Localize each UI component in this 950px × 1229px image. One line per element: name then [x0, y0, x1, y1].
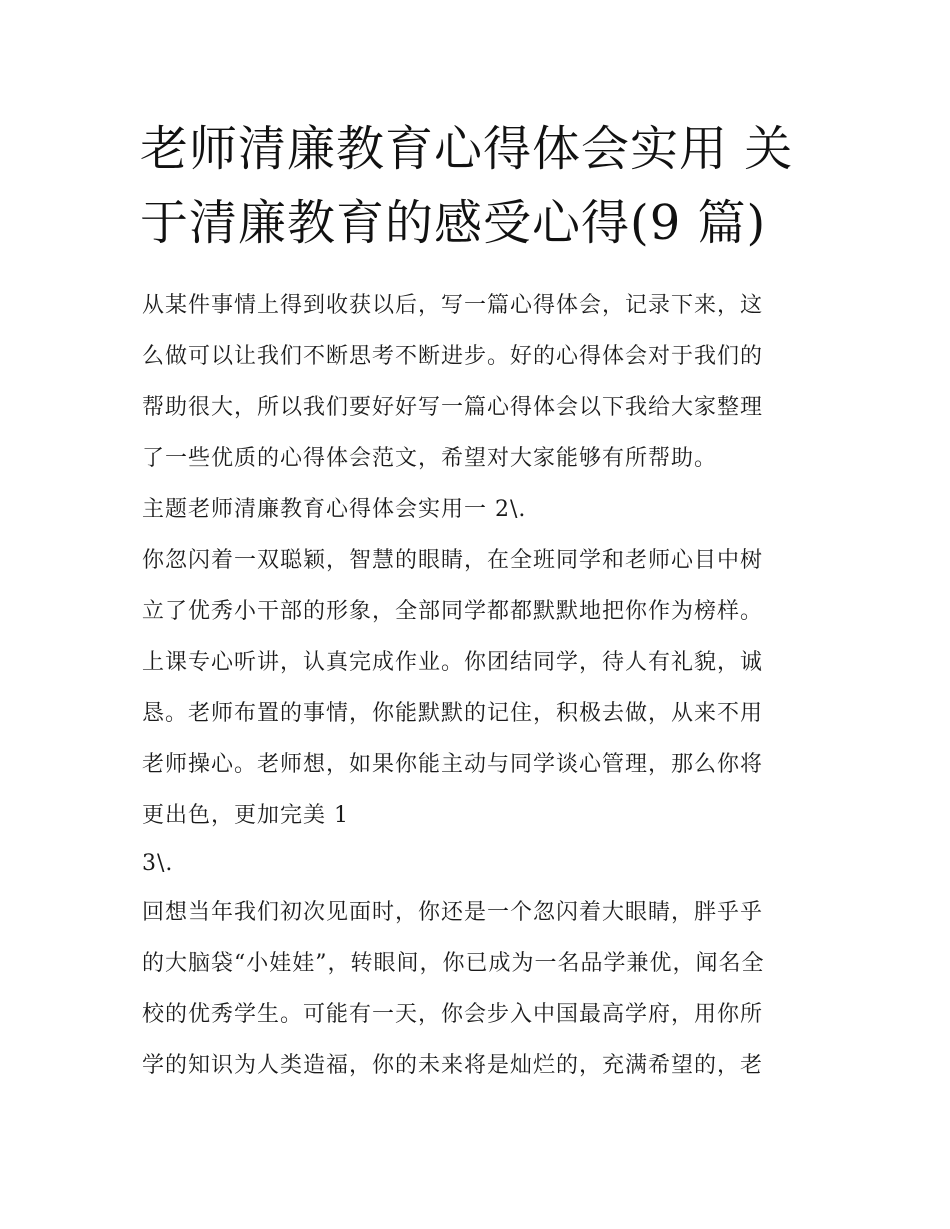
document-body [142, 280, 822, 1091]
text-line: 恳。老师布置的事情，你能默默的记住，积极去做，从来不用 [142, 701, 764, 726]
text-line: 校的优秀学生。可能有一天，你会步入中国最高学府，用你所 [142, 1002, 764, 1027]
text-line: 从某件事情上得到收获以后，写一篇心得体会，记录下来，这 [142, 293, 764, 318]
section-marker: 3\. [142, 851, 174, 876]
section-2-paragraph [142, 887, 822, 1091]
subheading: 主题老师清廉教育心得体会实用一 2\. [142, 497, 527, 522]
text-line: 么做可以让我们不断思考不断进步。好的心得体会对于我们的 [142, 344, 764, 369]
title-line-2: 于清廉教育的感受心得(9 篇) [140, 195, 767, 251]
text-line: 了一些优质的心得体会范文，希望对大家能够有所帮助。 [142, 446, 718, 471]
document-title [140, 112, 830, 260]
text-line: 更出色，更加完美 1 [142, 803, 349, 828]
text-line: 的大脑袋“小娃娃”，转眼间，你已成为一名品学兼优，闻名全 [142, 951, 765, 976]
text-line: 学的知识为人类造福，你的未来将是灿烂的，充满希望的，老 [142, 1053, 764, 1078]
text-line: 你忽闪着一双聪颖，智慧的眼睛，在全班同学和老师心目中树 [142, 548, 764, 573]
text-line: 回想当年我们初次见面时，你还是一个忽闪着大眼睛，胖乎乎 [142, 900, 764, 925]
title-line-1: 老师清廉教育心得体会实用 关 [140, 121, 794, 177]
intro-paragraph [142, 280, 822, 484]
text-line: 上课专心听讲，认真完成作业。你团结同学，待人有礼貌，诚 [142, 650, 764, 675]
section-1-paragraph [142, 535, 822, 841]
text-line: 老师操心。老师想，如果你能主动与同学谈心管理，那么你将 [142, 752, 764, 777]
text-line: 帮助很大，所以我们要好好写一篇心得体会以下我给大家整理 [142, 395, 764, 420]
text-line: 立了优秀小干部的形象，全部同学都都默默地把你作为榜样。 [142, 599, 764, 624]
